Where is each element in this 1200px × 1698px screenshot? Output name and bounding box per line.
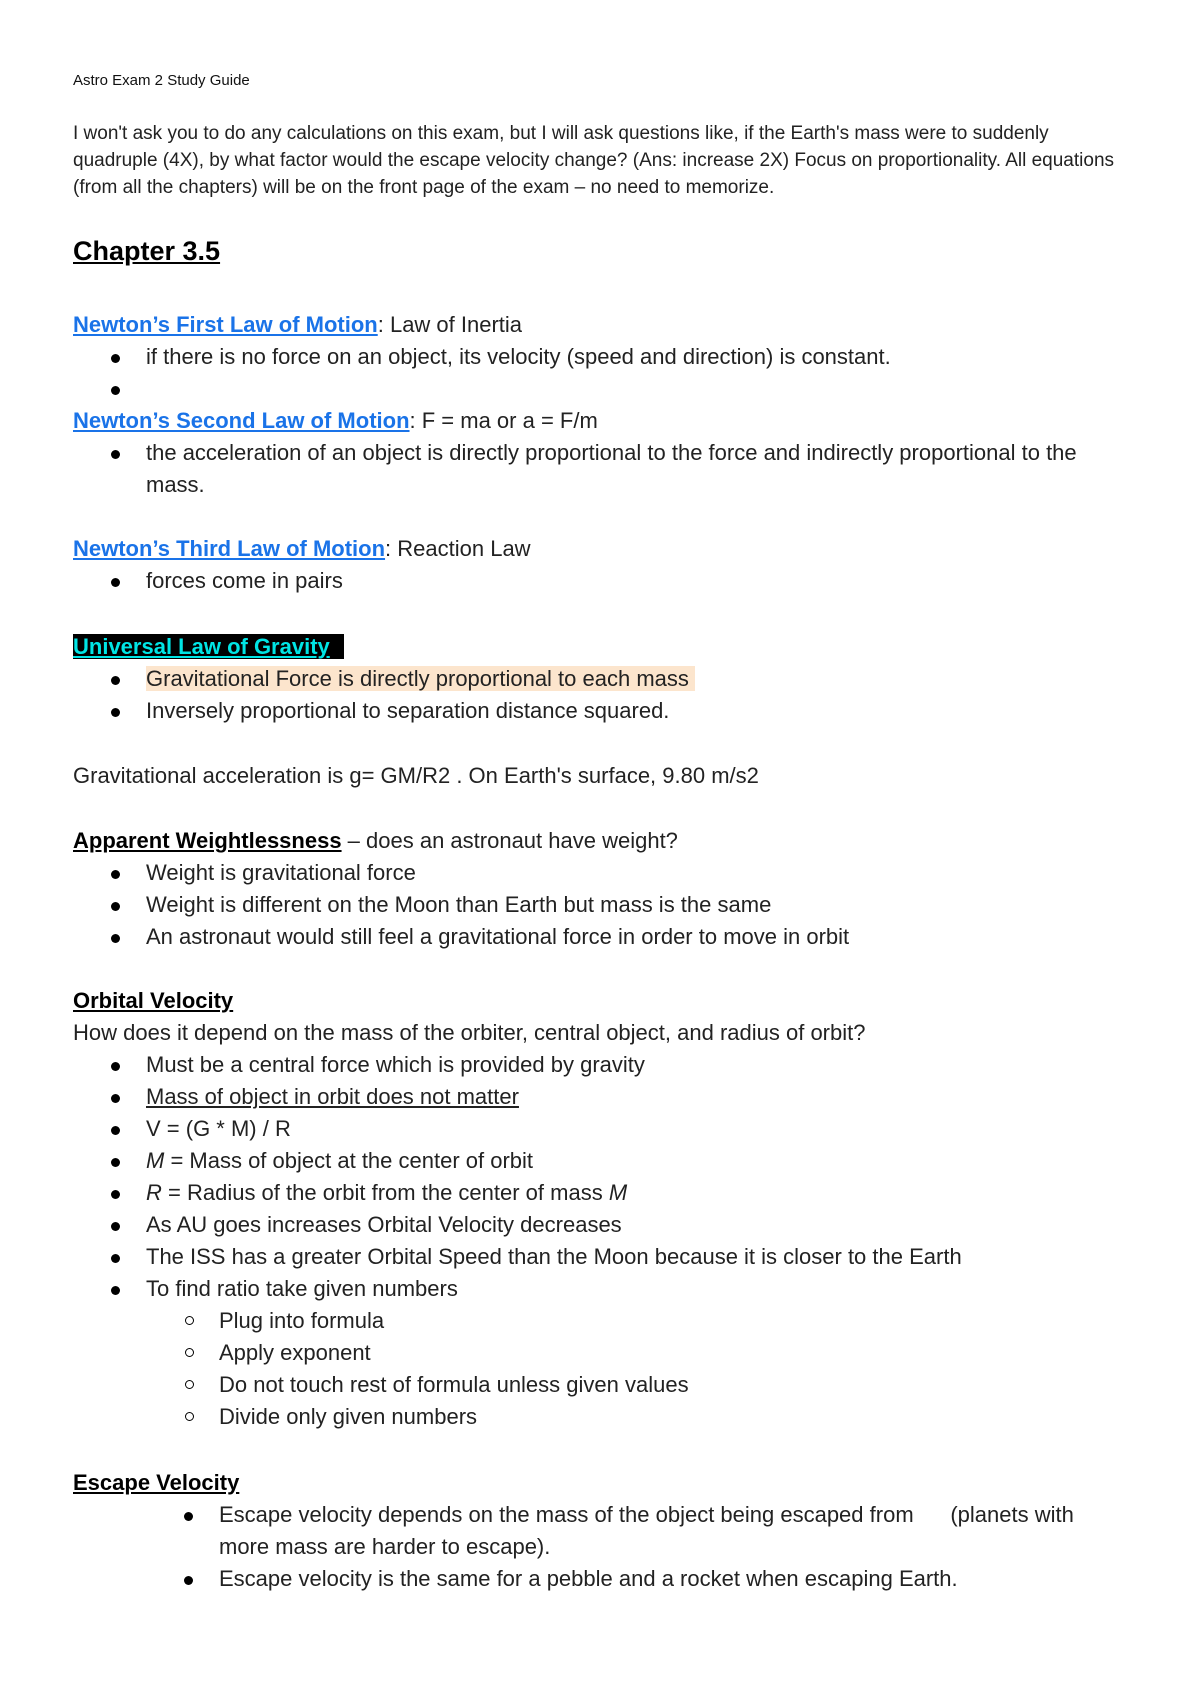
- bullet-icon: [111, 1126, 120, 1135]
- bullet-icon: [111, 1286, 120, 1295]
- bullet-icon: [111, 934, 120, 943]
- list-item: Escape velocity is the same for a pebble and a rocket when escaping Earth.: [73, 1563, 1133, 1595]
- hollow-bullet-icon: [185, 1316, 194, 1325]
- list-item: the acceleration of an object is directly proportional to the force and indirectly proportional to the mass.: [73, 437, 1133, 501]
- list-item: V = (G * M) / R: [73, 1113, 1133, 1145]
- second-law-section: [73, 405, 1133, 501]
- bullet-icon: [111, 676, 120, 685]
- bullet-icon: [111, 1158, 120, 1167]
- third-law-rest: : Reaction Law: [385, 536, 531, 561]
- bullet-icon: [111, 870, 120, 879]
- escape-section: [73, 1467, 1133, 1595]
- orbital-section: [73, 985, 1133, 1433]
- sub-list-item: Divide only given numbers: [73, 1401, 1133, 1433]
- bullet-icon: [111, 708, 120, 717]
- first-law-section: [73, 309, 1133, 405]
- list-item: To find ratio take given numbers: [73, 1273, 1133, 1305]
- list-item: forces come in pairs: [73, 565, 1133, 597]
- highlighted-text: Gravitational Force is directly proportional to each mass: [146, 666, 695, 691]
- third-law-section: [73, 533, 1133, 597]
- bullet-icon: [111, 902, 120, 911]
- second-law-rest: : F = ma or a = F/m: [409, 408, 598, 433]
- list-item: [73, 663, 1133, 695]
- gravity-section: [73, 631, 1133, 727]
- list-item: An astronaut would still feel a gravitational force in order to move in orbit: [73, 921, 1133, 953]
- list-item: Must be a central force which is provided by gravity: [73, 1049, 1133, 1081]
- intro-paragraph: I won't ask you to do any calculations on this exam, but I will ask questions like, if the Earth's mass were to suddenly quadruple (4X), by what factor would the escape velocity change? (Ans: increase 2X) Focus on proportionality. All equations (from all the chapters) will be on the front page of the exam – no need to memorize.: [73, 123, 1115, 198]
- bullet-icon: [111, 1094, 120, 1103]
- bullet-icon: [111, 354, 120, 363]
- bullet-icon: [111, 450, 120, 459]
- list-item: Escape velocity depends on the mass of the object being escaped from (planets with more mass are harder to escape).: [73, 1499, 1133, 1563]
- bullet-icon: [111, 386, 120, 395]
- bullet-icon: [111, 578, 120, 587]
- third-law-link[interactable]: Newton’s Third Law of Motion: [73, 536, 386, 561]
- list-item: Weight is different on the Moon than Earth but mass is the same: [73, 889, 1133, 921]
- list-item: Weight is gravitational force: [73, 857, 1133, 889]
- second-law-link[interactable]: Newton’s Second Law of Motion: [73, 408, 410, 433]
- list-item: The ISS has a greater Orbital Speed than the Moon because it is closer to the Earth: [73, 1241, 1133, 1273]
- document-title: Astro Exam 2 Study Guide: [73, 72, 250, 89]
- orbital-question: How does it depend on the mass of the orbiter, central object, and radius of orbit?: [73, 1020, 866, 1045]
- bullet-icon: [184, 1576, 193, 1585]
- weightless-section: Apparent Weightlessness – does an astronaut have weight? Weight is gravitational force Weight is different on the Moon than Earth but mass is the same An astronaut would still feel a gravitational force in order to move in orbit: [73, 825, 1133, 953]
- escape-heading: Escape Velocity: [73, 1470, 240, 1495]
- bullet-icon: [184, 1512, 193, 1521]
- list-item: Inversely proportional to separation distance squared.: [73, 695, 1133, 727]
- list-item: M = Mass of object at the center of orbit: [73, 1145, 1133, 1177]
- hollow-bullet-icon: [185, 1348, 194, 1357]
- orbital-heading: Orbital Velocity: [73, 988, 234, 1013]
- hollow-bullet-icon: [185, 1412, 194, 1421]
- chapter-heading: Chapter 3.5: [73, 236, 221, 266]
- sub-list-item: Plug into formula: [73, 1305, 1133, 1337]
- first-law-link[interactable]: Newton’s First Law of Motion: [73, 312, 378, 337]
- bullet-icon: [111, 1254, 120, 1263]
- first-law-rest: : Law of Inertia: [377, 312, 523, 337]
- bullet-icon: [111, 1222, 120, 1231]
- list-item: As AU goes increases Orbital Velocity decreases: [73, 1209, 1133, 1241]
- weightless-heading: Apparent Weightlessness: [73, 828, 342, 853]
- list-item: Mass of object in orbit does not matter: [73, 1081, 1133, 1113]
- gravity-heading[interactable]: Universal Law of Gravity: [73, 634, 344, 659]
- sub-list-item: Do not touch rest of formula unless given values: [73, 1369, 1133, 1401]
- sub-list-item: Apply exponent: [73, 1337, 1133, 1369]
- list-item: if there is no force on an object, its velocity (speed and direction) is constant.: [73, 341, 1133, 373]
- grav-accel-text: Gravitational acceleration is g= GM/R2 . On Earth's surface, 9.80 m/s2: [73, 763, 759, 788]
- bullet-icon: [111, 1062, 120, 1071]
- list-item: R = Radius of the orbit from the center of mass M: [73, 1177, 1133, 1209]
- list-item: [73, 373, 1133, 405]
- hollow-bullet-icon: [185, 1380, 194, 1389]
- bullet-icon: [111, 1190, 120, 1199]
